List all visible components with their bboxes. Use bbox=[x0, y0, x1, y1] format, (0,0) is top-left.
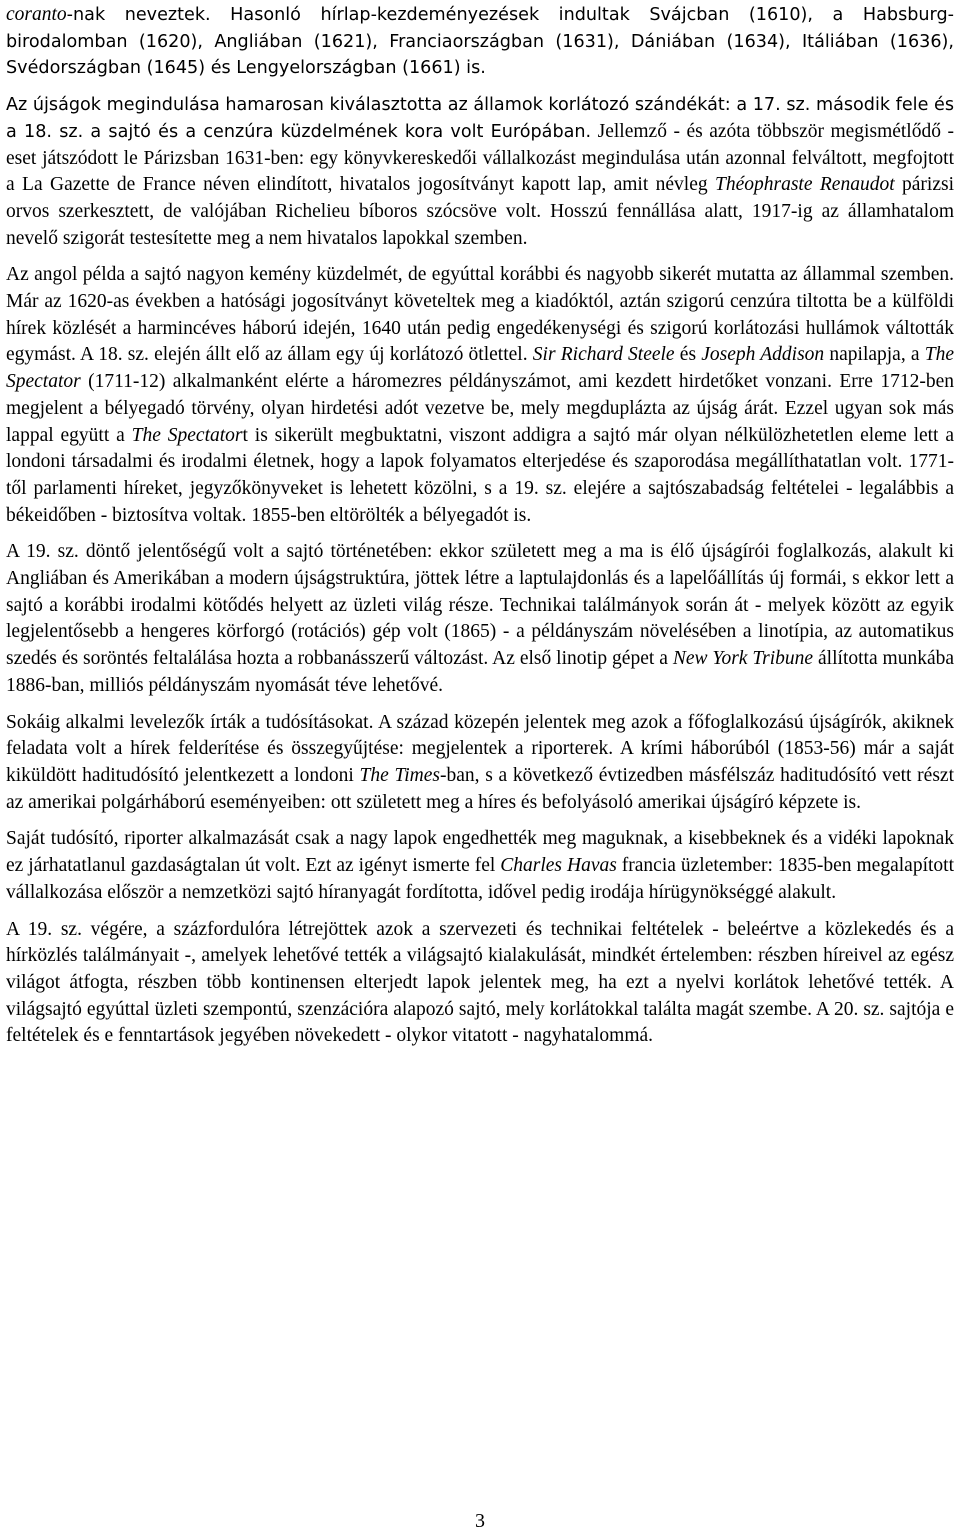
text-run: A 19. sz. döntő jelentőségű volt a sajtó történetében: ekkor született meg a ma is élő újságírói foglalkozás, alakult ki Angliában és Amerikában a modern újságstruktúra, jöttek létre a laptulajdonlás és a lapelőállítás új formái, s ekkor lett a sajtó a korábbi irodalmi kötődés helyett az üzleti világ része. Technikai találmányok során át - melyek között az egyik legjelentősebb a hengeres körforgó (rotációs) gép volt (1865) - a példányszám növelésében a linotípia, az automatikus szedés és soröntés feltalálása hozta a robbanásszerű változást. Az első linotip gépet a bbox=[6, 541, 954, 670]
document-page bbox=[6, 2, 954, 1060]
text-run: Sokáig alkalmi levelezők írták a tudósításokat. A század közepén jelentek meg azok a főfoglalkozású újságírók, akiknek feladata volt a hírek felderítése és összegyűjtése: megjelentek a riporterek. A krími háborúból (1853-56) már a saját kiküldött haditudósító jelentkezett a londoni bbox=[6, 711, 954, 786]
para-havas bbox=[6, 826, 954, 906]
text-run: A 19. sz. végére, a százfordulóra létrejöttek azok a szervezeti és technikai feltételek - beleértve a közlekedés és a hírközlés találmányait -, amelyek lehetővé tették a világsajtó kialakulását, mindkét értelemben: részben híreivel az egész világot átfogta, részben több kontinensen elterjedt lapok jelentek meg, ha ezt a nyelvi korlátok lehetővé tették. A világsajtó egyúttal üzleti szempontú, szenzációra alapozó sajtó, mely korlátokkal találta magát szembe. A 20. sz. sajtója e feltételek és e fenntartások jegyében növekedett - olykor vitatott - nagyhatalommá. bbox=[6, 918, 954, 1047]
text-run: állította munkába 1886-ban, milliós példányszám nyomását téve lehetővé. bbox=[6, 648, 955, 696]
text-run: t is sikerült megbuktatni, viszont addigra a sajtó már olyan nélkülözhetetlen eleme lett a londoni társadalmi és irodalmi életnek, hogy a lapok folyamatos elterjedése és szaporodása megállíthatatlan volt. 1771-től parlamenti híreket, jegyzőkönyveket is lehetett közölni, s a 19. sz. elejére a sajtószabadság feltételei - legalábbis a békeidőben - biztosítva voltak. 1855-ben eltörölték a bélyegadót is. bbox=[6, 424, 955, 526]
italic-text: The Spectator bbox=[6, 344, 955, 393]
para-english-example bbox=[6, 262, 954, 529]
italic-text: Joseph Addison bbox=[701, 344, 825, 366]
italic-text: The Spectator bbox=[131, 424, 243, 446]
italic-text: Sir Richard Steele bbox=[532, 344, 675, 366]
text-run: napilapja, a bbox=[824, 344, 925, 366]
text-run: Az újságok megindulása hamarosan kiválasztotta az államok korlátozó szándékát: a 17. sz. második fele és a 18. sz. a sajtó és a cenzúra küzdelmének kora volt Európában. bbox=[6, 95, 954, 142]
text-run: és bbox=[674, 344, 702, 366]
italic-text: New York Tribune bbox=[672, 648, 814, 670]
italic-text: The Times bbox=[359, 764, 440, 786]
text-run: párizsi orvos szerkesztett, de valójában Richelieu bíboros szócsöve volt. Hosszú fennállása alatt, 1917-ig az államhatalom nevelő szigorát testesítette meg a nem hivatalos lapokkal szemben. bbox=[6, 174, 954, 249]
text-run: Saját tudósító, riporter alkalmazását csak a nagy lapok engedhették meg maguknak, a kisebbeknek és a vidéki lapoknak ez járhatatlanul gazdaságtalan út volt. Ezt az igényt ismerte fel bbox=[6, 828, 954, 877]
italic-text: Charles Havas bbox=[500, 855, 617, 877]
para-world-press bbox=[6, 917, 954, 1051]
italic-text: Théophraste Renaudot bbox=[715, 174, 895, 196]
text-run: -nak neveztek. Hasonló hírlap-kezdeményezések indultak Svájcban (1610), a Habsburg-birodalomban (1620), Angliában (1621), Franciaországban (1631), Dániában (1634), Itáliában (1636), Svédországban (1645) és Lengyelországban (1661) is. bbox=[6, 5, 954, 79]
italic-text: coranto bbox=[6, 4, 67, 25]
text-run: Az angol példa a sajtó nagyon kemény küzdelmét, de egyúttal korábbi és nagyobb sikerét mutatta az állammal szemben. Már az 1620-as években a hatósági jogosítványt követeltek meg a kiadóktól, aztán szigorú cenzúra tiltotta be a külföldi hírek közlését a harmincéves háború idején, 1640 után pedig engedékenységi és szigorú korlátozási hullámok váltották egymást. A 18. sz. elején állt elő az állam egy új korlátozó ötlettel. bbox=[6, 264, 954, 366]
para-19th-century bbox=[6, 539, 954, 699]
text-run: Jellemző - és azóta többször megismétlődő - eset játszódott le Párizsban 1631-ben: egy könyvkereskedői vállalkozást megindulása után azonnal felváltott, megfojtott a La Gazette de France néven elindított, hivatalos jogosítványt kapott lap, amit névleg bbox=[6, 120, 954, 196]
para-reporters bbox=[6, 710, 954, 817]
text-run: -ban, s a következő évtizedben másfélszáz haditudósító vett részt az amerikai polgárháború eseményeiben: ott született meg a híres és befolyásoló amerikai újságíró képzete is. bbox=[6, 764, 954, 813]
text-run: francia üzletember: 1835-ben megalapított vállalkozása először a nemzetközi sajtó híranyagát fordította, idővel pedig irodája hírügynökséggé alakult. bbox=[6, 855, 954, 903]
para-press-censorship bbox=[6, 92, 954, 252]
document-body bbox=[6, 2, 954, 1050]
page-number: 3 bbox=[475, 1510, 485, 1532]
para-newspapers-europe bbox=[6, 2, 954, 82]
text-run: (1711-12) alkalmanként elérte a háromezres példányszámot, ami kezdett hirdetőket vonzani. Erre 1712-ben megjelent a bélyegadó törvény, olyan hirdetési adót vezetve be, mely megduplázta az újság árát. Ezzel ugyan sok más lappal együtt a bbox=[6, 371, 954, 446]
